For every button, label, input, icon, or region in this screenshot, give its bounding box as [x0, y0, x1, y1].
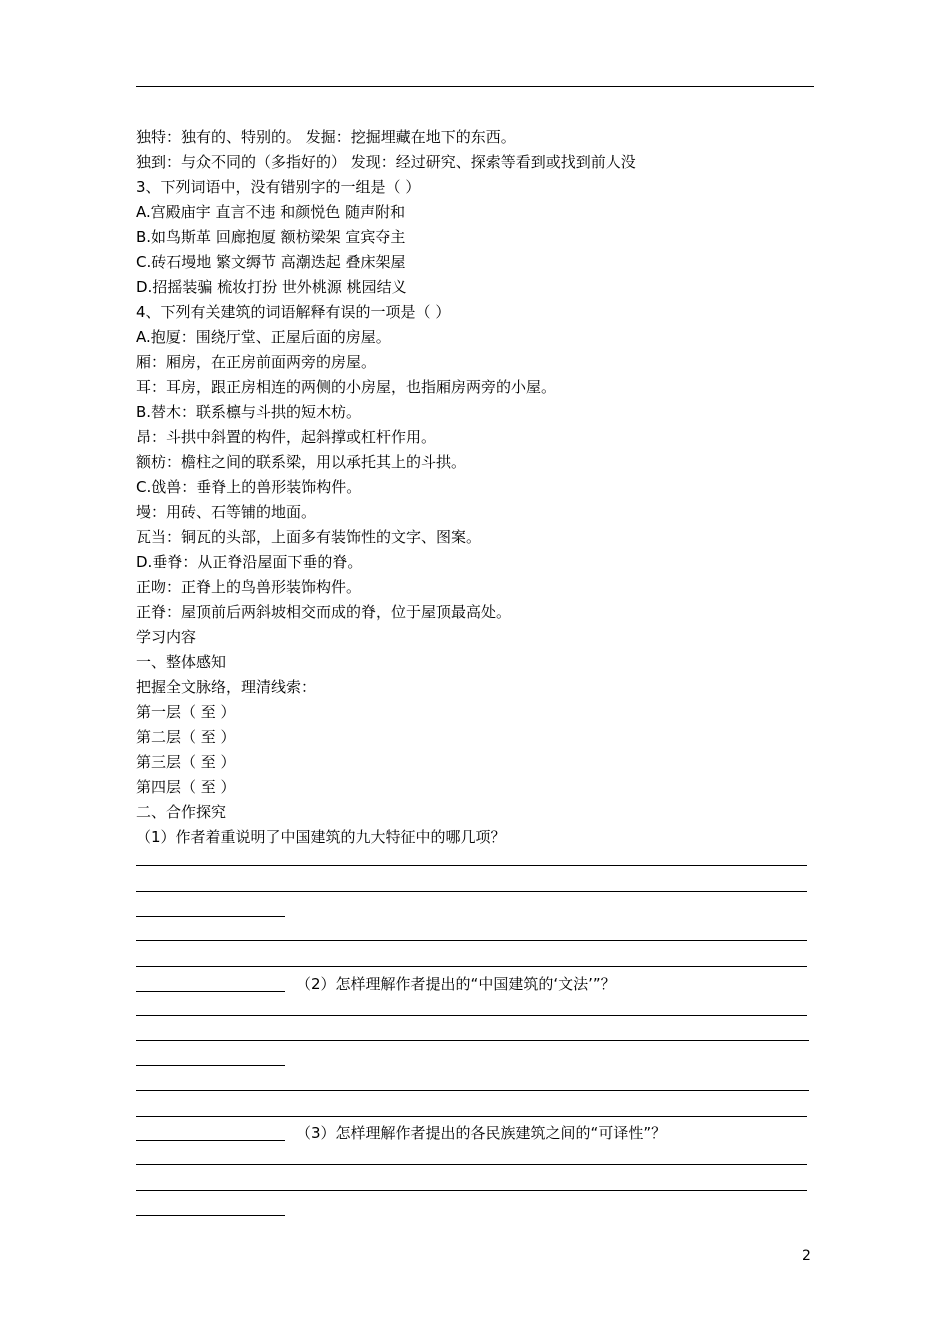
text-line: 耳：耳房，跟正房相连的两侧的小房屋，也指厢房两旁的小屋。	[136, 378, 557, 396]
text-line: 墁：用砖、石等铺的地面。	[136, 503, 317, 521]
text-line: 正脊：屋顶前后两斜坡相交而成的脊，位于屋顶最高处。	[136, 603, 512, 621]
text-line: 厢：厢房，在正房前面两旁的房屋。	[136, 353, 377, 371]
answer-line	[136, 1040, 809, 1041]
answer-line	[136, 1015, 807, 1016]
answer-line	[136, 1090, 809, 1091]
answer-line	[136, 865, 807, 866]
option-c: C.砖石墁地 繁文缛节 高潮迭起 叠床架屋	[136, 253, 406, 271]
answer-line	[136, 916, 285, 917]
option-b: B.如鸟斯革 回廊抱厦 额枋梁架 宣宾夺主	[136, 228, 406, 246]
answer-line	[136, 1116, 807, 1117]
option-a: A.宫殿庙宇 直言不违 和颜悦色 随声附和	[136, 203, 406, 221]
answer-line	[136, 1065, 285, 1066]
question-heading: 3、下列词语中，没有错别字的一组是（ ）	[136, 178, 421, 196]
question-3: （3）怎样理解作者提出的各民族建筑之间的“可译性”？	[296, 1124, 667, 1142]
question-heading: 4、下列有关建筑的词语解释有误的一项是（ ）	[136, 303, 451, 321]
text-line: 独特：独有的、特别的。 发掘：挖掘埋藏在地下的东西。	[136, 128, 516, 146]
text-line: 独到：与众不同的（多指好的） 发现：经过研究、探索等看到或找到前人没	[136, 153, 636, 171]
page-number: 2	[802, 1248, 811, 1264]
question-1: （1）作者着重说明了中国建筑的九大特征中的哪几项？	[136, 828, 506, 846]
answer-line	[136, 891, 807, 892]
answer-line	[136, 940, 807, 941]
text-line: 昂：斗拱中斜置的构件，起斜撑或杠杆作用。	[136, 428, 437, 446]
text-line: 第一层（ 至 ）	[136, 703, 236, 721]
answer-line	[136, 1140, 285, 1141]
text-line: D.垂脊：从正脊沿屋面下垂的脊。	[136, 553, 363, 571]
answer-line	[136, 1164, 807, 1165]
text-line: B.替木：联系檩与斗拱的短木枋。	[136, 403, 362, 421]
question-2: （2）怎样理解作者提出的“中国建筑的‘文法’”？	[296, 975, 616, 993]
text-line: C.戗兽：垂脊上的兽形装饰构件。	[136, 478, 362, 496]
answer-line	[136, 1190, 807, 1191]
text-line: 第四层（ 至 ）	[136, 778, 236, 796]
text-line: 第三层（ 至 ）	[136, 753, 236, 771]
header-rule	[136, 86, 814, 87]
text-line: A.抱厦：围绕厅堂、正屋后面的房屋。	[136, 328, 391, 346]
section-heading: 一、整体感知	[136, 653, 227, 671]
answer-line	[136, 991, 285, 992]
answer-line	[136, 966, 807, 967]
section-title: 学习内容	[136, 628, 197, 646]
text-line: 额枋：檐柱之间的联系梁，用以承托其上的斗拱。	[136, 453, 467, 471]
answer-line	[136, 1215, 285, 1216]
text-line: 第二层（ 至 ）	[136, 728, 236, 746]
section-heading: 二、合作探究	[136, 803, 227, 821]
text-line: 瓦当：铜瓦的头部，上面多有装饰性的文字、图案。	[136, 528, 482, 546]
option-d: D.招摇装骗 梳妆打扮 世外桃源 桃园结义	[136, 278, 407, 296]
text-line: 把握全文脉络，理清线索：	[136, 678, 317, 696]
text-line: 正吻：正脊上的鸟兽形装饰构件。	[136, 578, 362, 596]
